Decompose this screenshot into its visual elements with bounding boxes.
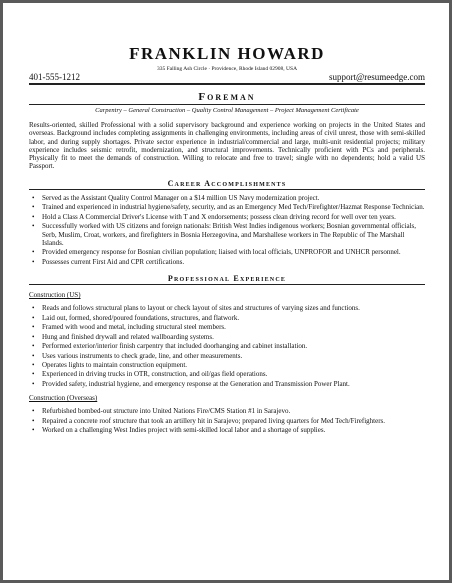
list-item	[29, 380, 425, 388]
bullet-icon: •	[32, 416, 35, 425]
list-item-text: Operates lights to maintain construction equipment.	[42, 361, 188, 369]
bullet-icon: •	[32, 323, 35, 332]
list-item	[29, 304, 425, 312]
mailing-address: 335 Falling Ash Circle · Providence, Rhode Island 02908, USA	[156, 66, 298, 72]
bullet-icon: •	[32, 370, 35, 379]
list-item-text: Worked on a challenging West Indies project with semi-skilled local labor and a shortage of supplies.	[42, 426, 326, 435]
experience-heading: Professional Experience	[29, 274, 425, 285]
summary-paragraph: Results-oriented, skilled Professional with a solid supervisory background and experience working on projects in the United States and overseas. Background includes completing assignments in challenging environments, including areas of civil unrest, those with semi-skilled labor, and during supply shortages. Private sector experience in industrial/commercial and large, multi-unit residential projects; military experience includes seismic retrofit, modernization, and structural improvements. Technically proficient with PCs and peripherals. Physically fit to meet the demands of construction. Willing to relocate and free to travel; single with no dependents; hold a valid US Passport.	[29, 121, 425, 171]
list-item	[29, 323, 425, 331]
list-item	[29, 203, 425, 211]
list-item-text: Reads and follows structural plans to layout or check layout of sites and structures of varying sizes and functions.	[42, 304, 360, 313]
accomplishments-list	[29, 194, 425, 266]
role-title-overseas: Construction (Overseas)	[29, 394, 98, 403]
list-item-text: Hold a Class A Commercial Driver's License with T and X endorsements; possess clean driving record for well over ten years.	[42, 212, 396, 221]
bullet-icon: •	[32, 407, 35, 416]
bullet-icon: •	[32, 222, 35, 231]
list-item-text: Repaired a concrete roof structure that took an artillery hit in Sarajevo; prepared living quarters for Med Tech/Firefighters.	[42, 416, 386, 425]
list-item	[29, 361, 425, 369]
bullet-icon: •	[32, 248, 35, 257]
list-item	[29, 352, 425, 360]
list-item-text: Successfully worked with US citizens and foreign nationals: British West Indies indigenous workers; Bosnian governmental officials, Serb, Muslim, Croat, workers, and firefighters in Bosnia Herzegovina, and Marshallese workers in The Republic of The Marshall Islands.	[42, 222, 417, 247]
list-item-text: Experienced in driving trucks in OTR, construction, and oil/gas field operations.	[42, 370, 268, 379]
list-item	[29, 222, 425, 247]
list-item	[29, 194, 425, 202]
list-item-text: Possesses current First Aid and CPR certifications.	[42, 257, 185, 266]
list-item-text: Performed exterior/interior finish carpentry that included doorhanging and cabinet installation.	[42, 342, 308, 351]
bullet-icon: •	[32, 203, 35, 212]
role-title-us: Construction (US)	[29, 291, 81, 300]
bullet-icon: •	[32, 193, 35, 202]
list-item-text: Provided safety, industrial hygiene, and emergency response at the Generation and Transmission Power Plant.	[42, 379, 350, 388]
list-item	[29, 333, 425, 341]
candidate-name: FRANKLIN HOWARD	[129, 44, 325, 63]
list-item	[29, 248, 425, 256]
list-item	[29, 342, 425, 350]
list-item	[29, 213, 425, 221]
list-item-text: Served as the Assistant Quality Control Manager on a $14 million US Navy modernization project.	[42, 193, 320, 202]
list-item	[29, 314, 425, 322]
phone-number: 401-555-1212	[29, 72, 80, 82]
bullet-icon: •	[32, 257, 35, 266]
list-item-text: Laid out, formed, shored/poured foundations, structures, and flatwork.	[42, 313, 240, 322]
list-item-text: Provided emergency response for Bosnian civilian population; liaised with local officials, UNPROFOR and UNHCR personnel.	[42, 248, 401, 257]
list-item	[29, 407, 425, 415]
list-item	[29, 426, 425, 434]
bullet-icon: •	[32, 332, 35, 341]
bullet-icon: •	[32, 342, 35, 351]
list-item-text: Hung and finished drywall and related wallboarding systems.	[42, 332, 214, 341]
list-item	[29, 258, 425, 266]
resume-page	[29, 21, 425, 436]
bullet-icon: •	[32, 351, 35, 360]
contact-row	[29, 72, 425, 85]
bullet-icon: •	[32, 212, 35, 221]
bullet-icon: •	[32, 426, 35, 435]
list-item-text: Uses various instruments to check grade, line, and other measurements.	[42, 351, 243, 360]
bullet-icon: •	[32, 304, 35, 313]
list-item-text: Framed with wood and metal, including structural steel members.	[42, 323, 226, 332]
bullet-icon: •	[32, 313, 35, 322]
list-item	[29, 370, 425, 378]
list-item	[29, 417, 425, 425]
role-overseas-list	[29, 407, 425, 434]
role-us-list	[29, 304, 425, 388]
email-address[interactable]: support@resumeedge.com	[328, 72, 425, 82]
position-title: Foreman	[29, 91, 425, 105]
bullet-icon: •	[32, 361, 35, 369]
position-keywords: Carpentry – General Construction – Quality Control Management – Project Management Certificate	[95, 107, 359, 114]
list-item-text: Trained and experienced in industrial hygiene/safety, security, and as an Emergency Med Tech/Firefighter/Hazmat Response Technician.	[42, 203, 425, 212]
list-item-text: Refurbished bombed-out structure into United Nations Fire/CMS Station #1 in Sarajevo.	[42, 407, 291, 416]
bullet-icon: •	[32, 379, 35, 388]
accomplishments-heading: Career Accomplishments	[29, 179, 425, 190]
